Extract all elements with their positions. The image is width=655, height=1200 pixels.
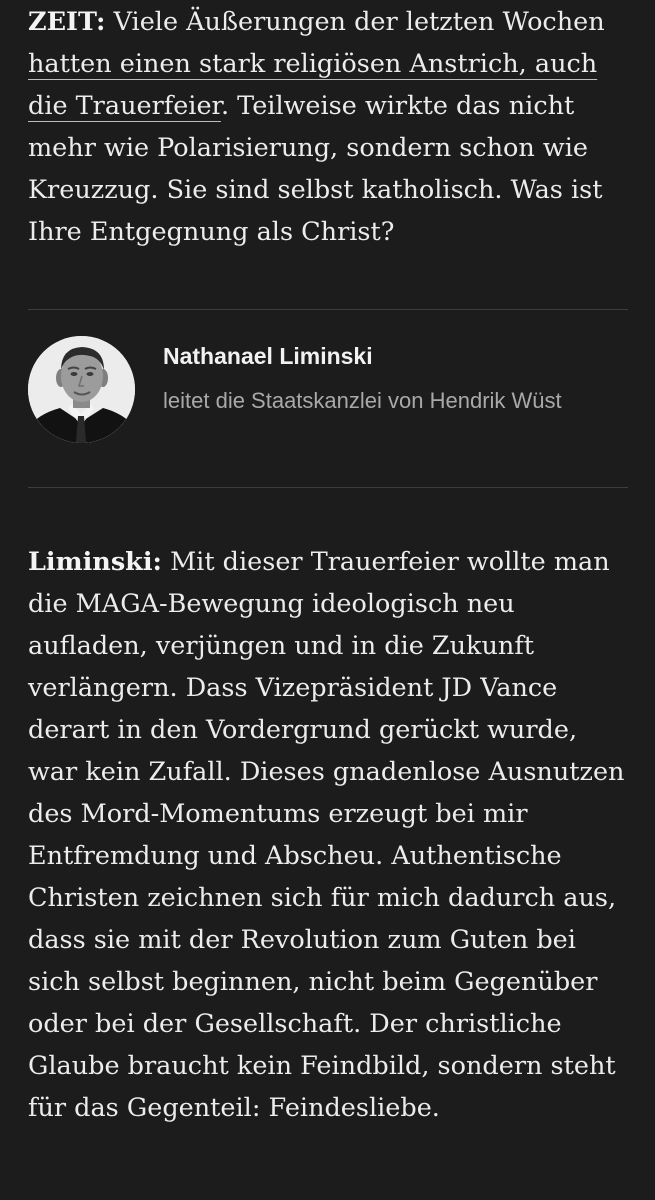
portrait-photo [28, 336, 135, 443]
question-inline-link[interactable]: hatten einen stark religiösen Anstrich, auch die Trauerfeier [28, 49, 598, 121]
avatar [28, 336, 135, 443]
question-lead-text: Viele Äußerungen der letzten Wochen [113, 7, 605, 37]
interviewee-name: Nathanael Liminski [163, 343, 373, 369]
answer-speaker: Liminski: [28, 547, 162, 577]
answer-paragraph [28, 541, 628, 1129]
divider-top [28, 309, 628, 310]
question-paragraph [28, 1, 628, 253]
interviewee-card [28, 336, 628, 456]
question-rest-text: . Teilweise wirkte das nicht mehr wie Polarisierung, sondern schon wie Kreuzzug. Sie sind selbst katholisch. Was ist Ihre Entgegnung als Christ? [28, 91, 603, 247]
question-speaker: ZEIT: [28, 7, 106, 37]
divider-bottom [28, 487, 628, 488]
answer-text: Mit dieser Trauerfeier wollte man die MAGA-Bewegung ideologisch neu aufladen, verjüngen und in die Zukunft verlängern. Dass Vizepräsident JD Vance derart in den Vordergrund gerückt wurde, war kein Zufall. Dieses gnadenlose Ausnutzen des Mord-Momentums erzeugt bei mir Entfremdung und Abscheu. Authentische Christen zeichnen sich für mich dadurch aus, dass sie mit der Revolution zum Guten bei sich selbst beginnen, nicht beim Gegenüber oder bei der Gesellschaft. Der christliche Glaube braucht kein Feindbild, sondern steht für das Gegenteil: Feindesliebe. [28, 547, 625, 1123]
interviewee-role: leitet die Staatskanzlei von Hendrik Wüst [163, 388, 562, 413]
